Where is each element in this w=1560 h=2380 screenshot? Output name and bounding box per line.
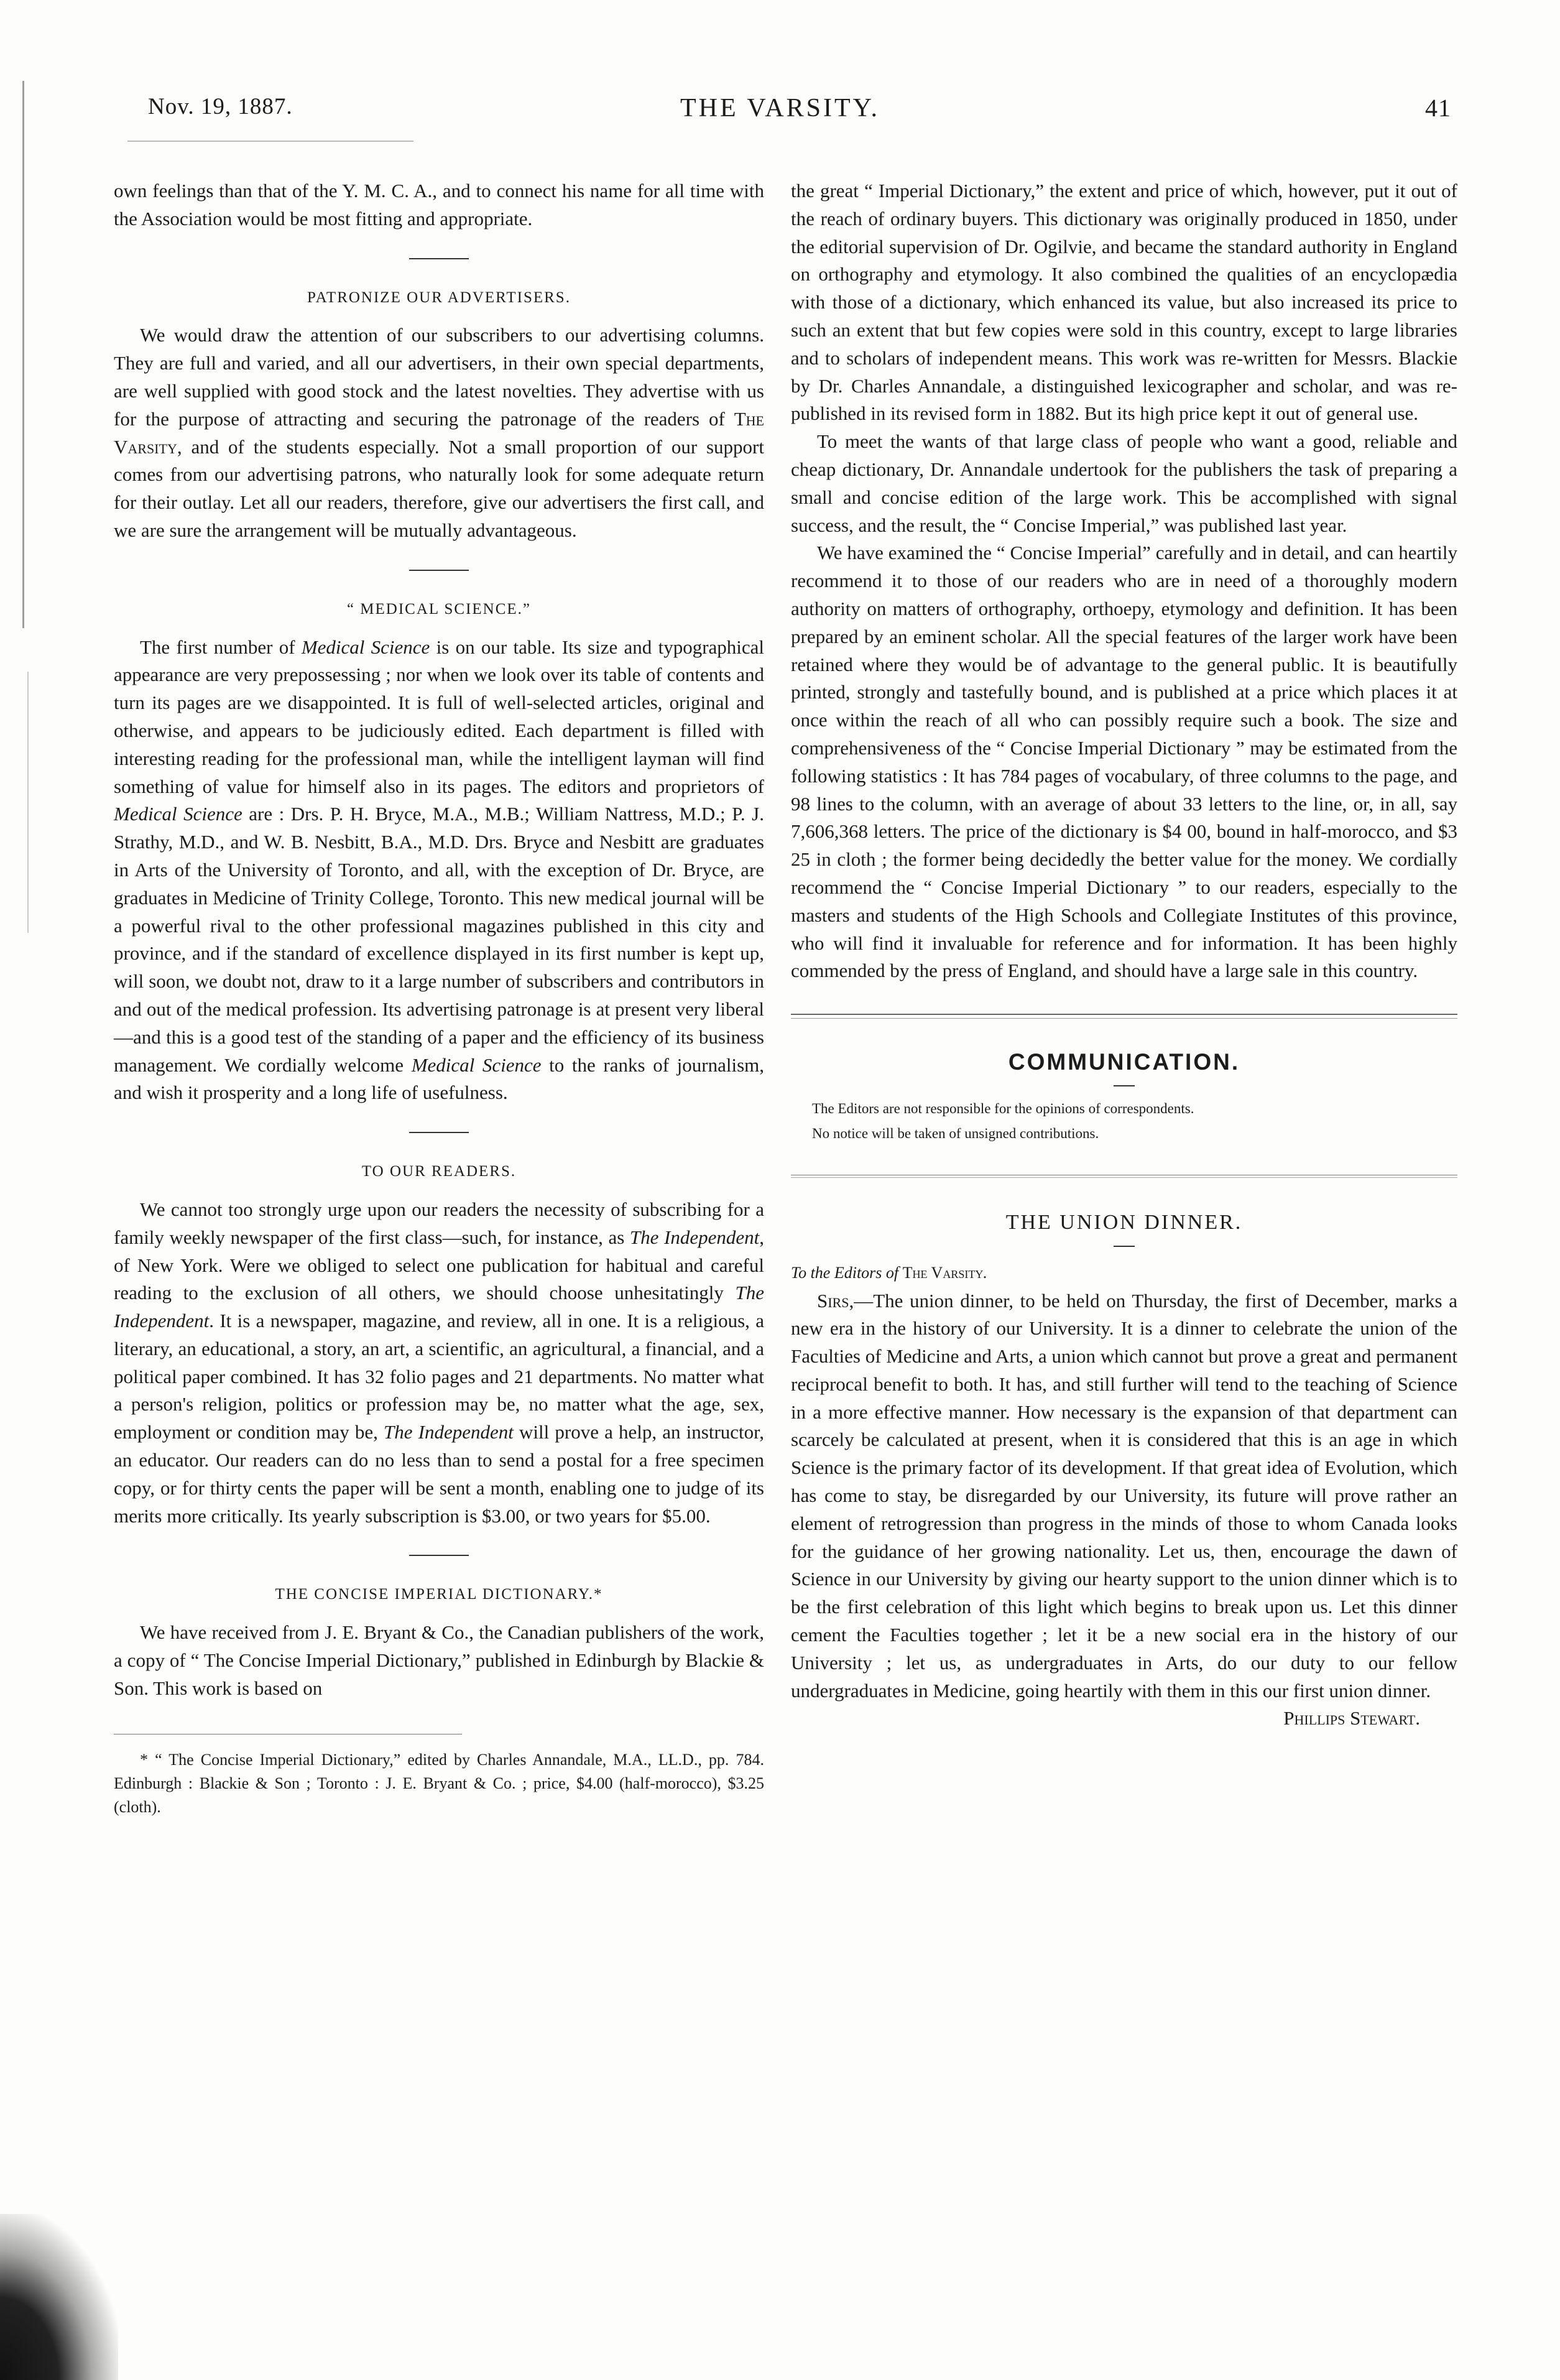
left-column	[114, 177, 764, 1819]
double-rule	[791, 1175, 1457, 1178]
double-rule	[791, 1014, 1457, 1019]
short-rule	[1114, 1085, 1135, 1086]
header-rule	[127, 141, 413, 142]
union-dinner-heading: THE UNION DINNER.	[1005, 1210, 1243, 1234]
page-number: 41	[1425, 94, 1451, 122]
right-column	[791, 177, 1457, 1733]
section-divider	[409, 1555, 469, 1556]
patronize-paragraph: We would draw the attention of our subscribers to our advertising columns. They are full and varied, and all our advertisers, in their own special departments, are well supplied with good stock and the latest novelties. They advertise with us for the purpose of attracting and securing the patronage of the readers of The Varsity, and of the students especially. Not a small proportion of our support comes from our advertising patrons, who naturally look for some adequate return for their outlay. Let all our readers, therefore, give our advertisers the first call, and we are sure the arrangement will be mutually advantageous.	[114, 324, 764, 541]
section-divider	[409, 1132, 469, 1133]
letter-salutation: To the Editors of The Varsity.	[791, 1263, 987, 1282]
medical-science-paragraph: The first number of Medical Science is on our table. Its size and typographical appearance are very prepossessing ; nor when we look over its table of contents and turn its pages are we disappointed. It is full of well-selected articles, original and otherwise, and appears to be judiciously edited. Each department is filled with interesting reading for the professional man, while the intelligent layman will find something of value for himself also in its pages. The editors and proprietors of Medical Science are : Drs. P. H. Bryce, M.A., M.B.; William Nattress, M.D.; P. J. Strathy, M.D., and W. B. Nesbitt, B.A., M.D. Drs. Bryce and Nesbitt are graduates in Arts of the University of Toronto, and all, with the exception of Dr. Bryce, are graduates in Medicine of Trinity College, Toronto. This new medical journal will be a powerful rival to the other professional magazines published in this city and province, and if the standard of excellence displayed in its first number is kept up, will soon, we doubt not, draw to it a large number of subscribers and contributors in and out of the medical profession. Its advertising patronage is at present very liberal—and this is a good test of the standing of a paper and the efficiency of its business management. We cordially welcome Medical Science to the ranks of journalism, and wish it prosperity and a long life of usefulness.	[114, 636, 765, 1104]
section-heading-dictionary: THE CONCISE IMPERIAL DICTIONARY.*	[275, 1586, 603, 1603]
page-corner-stain	[0, 2214, 118, 2380]
section-divider	[409, 258, 469, 259]
dictionary-paragraph: We have received from J. E. Bryant & Co., the Canadian publishers of the work, a copy of “ The Concise Imperial Dictionary,” published in Edinburgh by Blackie & Son. This work is based on	[114, 1621, 764, 1699]
section-heading-to-our-readers: TO OUR READERS.	[361, 1163, 517, 1180]
dictionary-paragraph-3: We have examined the “ Concise Imperial” carefully and in detail, and can heartily recommend it to those of our readers who are in need of a thoroughly modern authority on matters of orthography, orthoepy, etymology and definition. It has been prepared by an eminent scholar. All the special features of the larger work have been retained where they would be of advantage to the general public. It is beautifully printed, strongly and tastefully bound, and is published at a price which places it at once within the reach of all who can possibly require such a book. The size and comprehensiveness of the “ Concise Imperial Dictionary ” may be estimated from the following statistics : It has 784 pages of vocabulary, of three columns to the page, and 98 lines to the column, with an average of about 33 letters to the line, or, in all, say 7,606,368 letters. The price of the dictionary is $4 00, bound in half-morocco, and $3 25 in cloth ; the former being decidedly the better value for the money. We cordially recommend the “ Concise Imperial Dictionary ” to our readers, especially to the masters and students of the High Schools and Collegiate Institutes of this province, who will find it invaluable for reference and for information. It has been highly commended by the press of England, and should have a large sale in this country.	[791, 542, 1457, 982]
dictionary-paragraph-2: To meet the wants of that large class of people who want a good, reliable and cheap dictionary, Dr. Annandale undertook for the publishers the task of preparing a small and concise edition of the large work. This be accomplished with signal success, and the result, the “ Concise Imperial,” was published last year.	[791, 430, 1457, 536]
readers-paragraph: We cannot too strongly urge upon our readers the necessity of subscribing for a family weekly newspaper of the first class—such, for instance, as The Independent, of New York. Were we obliged to select one publication for habitual and careful reading to the exclusion of all others, we should choose unhesitatingly The Independent. It is a newspaper, magazine, and review, all in one. It is a religious, a literary, an educational, a story, an art, a scientific, an agricultural, a financial, and a political paper combined. It has 32 folio pages and 21 departments. No matter what a person's religion, politics or profession may be, no matter what the age, sex, employment or condition may be, The Independent will prove a help, an instructor, an educator. Our readers can do no less than to send a postal for a free specimen copy, or for thirty cents the paper will be sent a month, enabling one to judge of its merits more critically. Its yearly subscription is $3.00, or two years for $5.00.	[114, 1198, 765, 1527]
masthead-title: THE VARSITY.	[680, 94, 880, 123]
short-rule	[1114, 1246, 1135, 1247]
dictionary-continued-paragraph: the great “ Imperial Dictionary,” the extent and price of which, however, put it out of the reach of ordinary buyers. This dictionary was originally produced in 1850, under the editorial supervision of Dr. Ogilvie, and became the standard authority in England on orthography and etymology. It also combined the qualities of an encyclopædia with those of a dictionary, which enhanced its value, but also increased its price to such an extent that but few copies were sold in this country, except to large libraries and to scholars of independent means. This work was re-written for Messrs. Blackie by Dr. Charles Annandale, a distinguished lexicographer and scholar, and was re-published in its revised form in 1882. But its high price kept it out of general use.	[791, 180, 1457, 425]
intro-paragraph: own feelings than that of the Y. M. C. A., and to connect his name for all time with the Association would be most fitting and appropriate.	[114, 180, 764, 229]
footnote: * “ The Concise Imperial Dictionary,” edited by Charles Annandale, M.A., LL.D., pp. 784. Edinburgh : Blackie & Son ; Toronto : J. E. Bryant & Co. ; price, $4.00 (half-morocco), $3.25 (cloth).	[114, 1750, 764, 1816]
header-date: Nov. 19, 1887.	[148, 94, 293, 119]
letter-signature: Phillips Stewart.	[1283, 1707, 1420, 1729]
varsity-name: The Varsity	[114, 407, 764, 458]
section-heading-medical-science: “ MEDICAL SCIENCE.”	[346, 600, 532, 618]
section-heading-patronize: PATRONIZE OUR ADVERTISERS.	[307, 289, 571, 306]
page-edge-mark	[22, 81, 24, 628]
communication-heading: COMMUNICATION.	[1008, 1049, 1240, 1075]
page-edge-mark	[27, 672, 29, 933]
editor-notice: The Editors are not responsible for the opinions of correspondents.	[812, 1100, 1194, 1116]
section-divider	[409, 570, 469, 571]
editor-notice: No notice will be taken of unsigned contributions.	[812, 1125, 1099, 1141]
union-dinner-letter: Sirs,—The union dinner, to be held on Thursday, the first of December, marks a new era in the history of our University. It is a dinner to celebrate the union of the Faculties of Medicine and Arts, a union which cannot but prove a great and permanent reciprocal benefit to both. It has, and still further will tend to the teaching of Science in a more effective manner. How necessary is the expansion of that department can scarcely be calculated at present, when it is considered that this is an age in which Science is the primary factor of its development. If that great idea of Evolution, which has come to stay, be disregarded by our University, its future will prove rather an element of retrogression than progress in the minds of those to whom Canada looks for the guidance of her growing nationality. Let us, then, encourage the dawn of Science in our University by giving our hearty support to the union dinner which is to be the first celebration of this light which begins to break upon us. Let this dinner cement the Faculties together ; let it be a new social era in the history of our University ; let us, as undergraduates in Arts, do our duty to our fellow undergraduates in Medicine, going heartily with them in this our first union dinner.	[791, 1289, 1457, 1702]
